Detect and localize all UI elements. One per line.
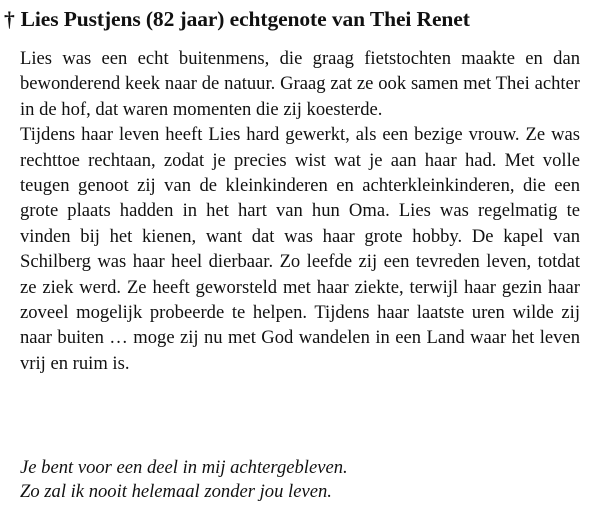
obituary-body [20,46,580,376]
paragraph-1: Lies was een echt buitenmens, die graag fietstochten maakte en dan bewonderend keek naar de natuur. Graag zat ze ook samen met Thei achter in de hof, dat waren momenten die zij koesterde. [20,48,580,120]
poem-line-1: Je bent voor een deel in mij achtergebleven. [20,457,348,478]
cross-icon: † [4,7,15,31]
closing-poem [20,456,580,504]
obituary-title: Lies Pustjens (82 jaar) echtgenote van Thei Renet [20,7,470,31]
poem-line-2: Zo zal ik nooit helemaal zonder jou leven. [20,481,332,502]
paragraph-2: Tijdens haar leven heeft Lies hard gewerkt, als een bezige vrouw. Ze was rechttoe rechtaan, zodat je precies wist wat je aan haar had. Met volle teugen genoot zij van de kleinkinderen en achterkleinkinderen, die een grote plaats hadden in het hart van hun Oma. Lies was regelmatig te vinden bij het kienen, want dat was haar grote hobby. De kapel van Schilberg was haar heel dierbaar. Zo leefde zij een tevreden leven, totdat ze ziek werd. Ze heeft geworsteld met haar ziekte, terwijl haar gezin haar zoveel mogelijk probeerde te helpen. Tijdens haar laatste uren wilde zij naar buiten … moge zij nu met God wandelen in een Land waar het leven vrij en ruim is. [20,124,580,374]
obituary-heading [4,6,596,32]
